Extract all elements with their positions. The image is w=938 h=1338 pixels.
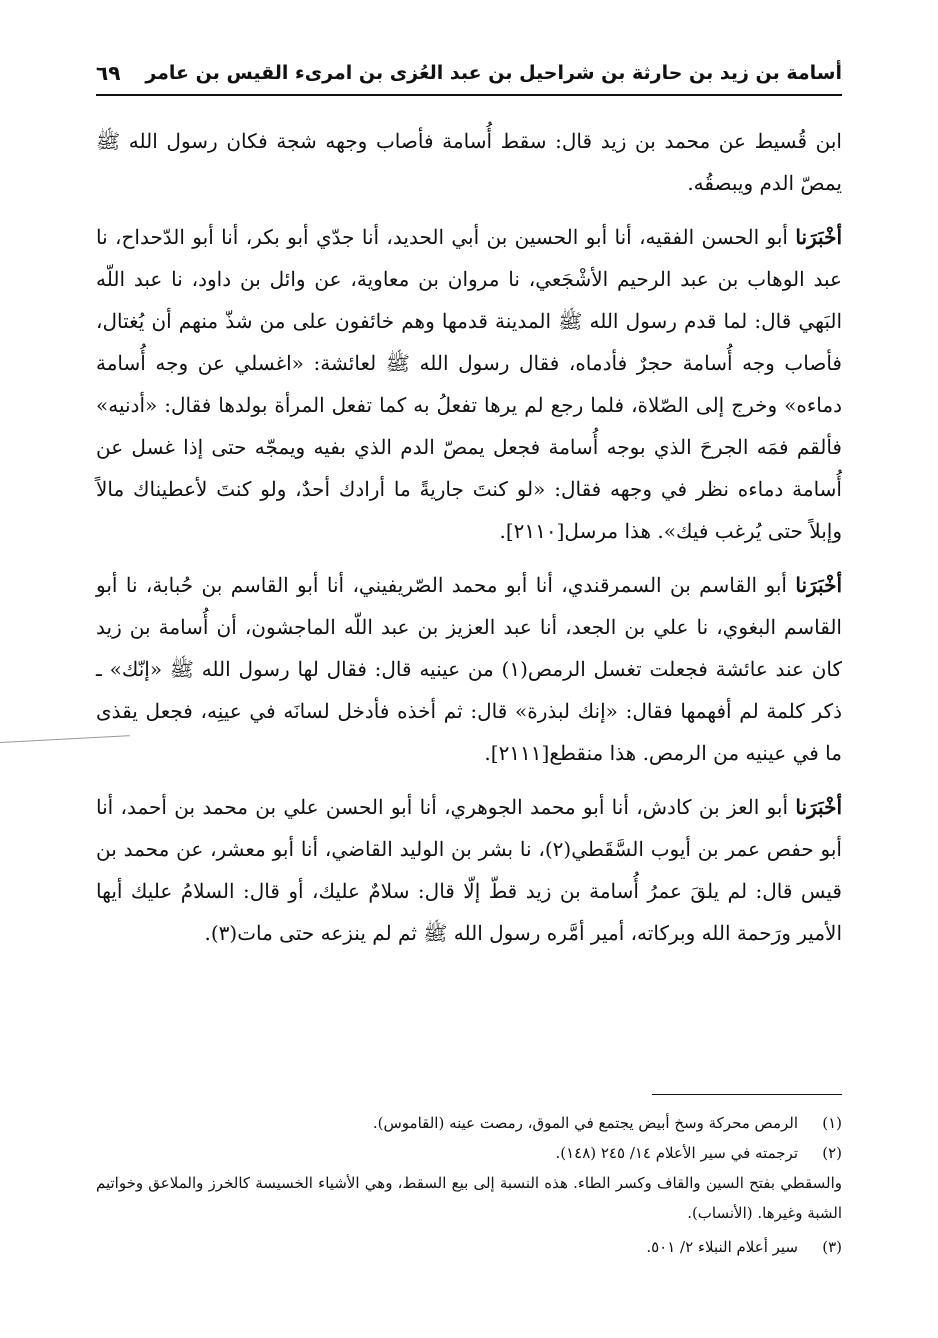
- footnotes: [96, 1108, 842, 1262]
- paragraph-4-lead: أخْبَرَنا: [795, 795, 842, 819]
- footnote-2-continuation: والسقطي بفتح السين والقاف وكسر الطاء. هذه النسبة إلى بيع السقط، وهي الأشياء الخسيسة كالخرز والملاعق وخواتيم الشبة وغيرها. (الأنساب).: [96, 1174, 842, 1222]
- main-text: [96, 120, 842, 966]
- footnote-1-number: (١): [822, 1114, 842, 1132]
- footnote-3: [96, 1232, 842, 1262]
- paragraph-2-lead: أخْبَرَنا: [795, 225, 842, 249]
- footnote-3-text: سير أعلام النبلاء ٢/ ٥٠١.: [646, 1238, 798, 1256]
- footnote-1: [96, 1108, 842, 1138]
- running-title: أسامة بن زيد بن حارثة بن شراحيل بن عبد العُزى بن امرىء القيس بن عامر: [145, 62, 842, 84]
- page-number: ٦٩: [96, 61, 121, 85]
- paragraph-3-lead: أخْبَرَنا: [795, 573, 843, 597]
- paragraph-2: [96, 216, 842, 552]
- paragraph-3: [96, 564, 842, 774]
- page-header: [96, 56, 842, 90]
- paragraph-1: [96, 120, 842, 204]
- paragraph-3-text: أبو القاسم بن السمرقندي، أنا أبو محمد الصّريفيني، أنا أبو القاسم بن حُبابة، نا أبو القاسم البغوي، نا علي بن الجعد، أنا عبد العزيز بن عبد اللّه الماجشون، أن أُسامة بن زيد كان عند عائشة فجعلت تغسل الرمص(١) من عينيه قال: فقال لها رسول الله ﷺ «إنّك» ـ ذكر كلمة لم أفهمها فقال: «إنك لبذرة» قال: ثم أخذه فأدخل لسانَه في عينِه، فجعل يقذى ما في عينيه من الرمص. هذا منقطع[٢١١١].: [96, 573, 843, 765]
- footnote-2: [96, 1138, 842, 1168]
- header-rule: [96, 94, 842, 96]
- footnote-1-text: الرمص محركة وسخ أبيض يجتمع في الموق، رمصت عينه (القاموس).: [372, 1114, 798, 1132]
- footnote-2-text: ترجمته في سير الأعلام ١٤/ ٢٤٥ (١٤٨).: [555, 1144, 798, 1162]
- footnote-3-number: (٣): [822, 1238, 842, 1256]
- paragraph-1-text: ابن قُسيط عن محمد بن زيد قال: سقط أُسامة فأصاب وجهه شجة فكان رسول الله ﷺ يمصّ الدم ويبصقُه.: [96, 129, 842, 195]
- paragraph-4-text: أبو العز بن كادش، أنا أبو محمد الجوهري، أنا أبو الحسن علي بن محمد بن أحمد، أنا أبو حفص عمر بن أيوب السَّقَطي(٢)، نا بشر بن الوليد القاضي، أنا أبو معشر، عن محمد بن قيس قال: لم يلقَ عمرُ أُسامة بن زيد قطّ إلّا قال: سلامٌ عليك، أو قال: السلامُ عليك أيها الأمير ورَحمة الله وبركاته، أمير أمَّره رسول الله ﷺ ثم لم ينزعه حتى مات(٣).: [96, 795, 842, 945]
- footnote-rule: [652, 1094, 842, 1095]
- paragraph-4: [96, 786, 842, 954]
- paragraph-2-text: أبو الحسن الفقيه، أنا أبو الحسين بن أبي الحديد، أنا جدّي أبو بكر، أنا أبو الدّحداح، نا عبد الوهاب بن عبد الرحيم الأشْجَعي، نا مروان بن معاوية، عن وائل بن داود، نا عبد اللّه البَهي قال: لما قدم رسول الله ﷺ المدينة قدمها وهم خائفون على من شذّ منهم أن يُغتال، فأصاب وجه أُسامة حجرٌ فأدماه، فقال رسول الله ﷺ لعائشة: «اغسلي عن وجه أُسامة دماءه» وخرج إلى الصّلاة، فلما رجع لم يرها تفعلُ به كما تفعل المرأة بولدها فقال: «أدنيه» فألقم فمَه الجرحَ الذي بوجه أُسامة فجعل يمصّ الدم الذي بفيه ويمجّه حتى إذا غسل عن أُسامة دماءه نظر في وجهه فقال: «لو كنتَ جاريةً ما أرادك أحدٌ، ولو كنتَ لأعطيناك مالاً وإبلاً حتى يُرغب فيك». هذا مرسل[٢١١٠].: [96, 225, 842, 543]
- footnote-2-number: (٢): [822, 1144, 842, 1162]
